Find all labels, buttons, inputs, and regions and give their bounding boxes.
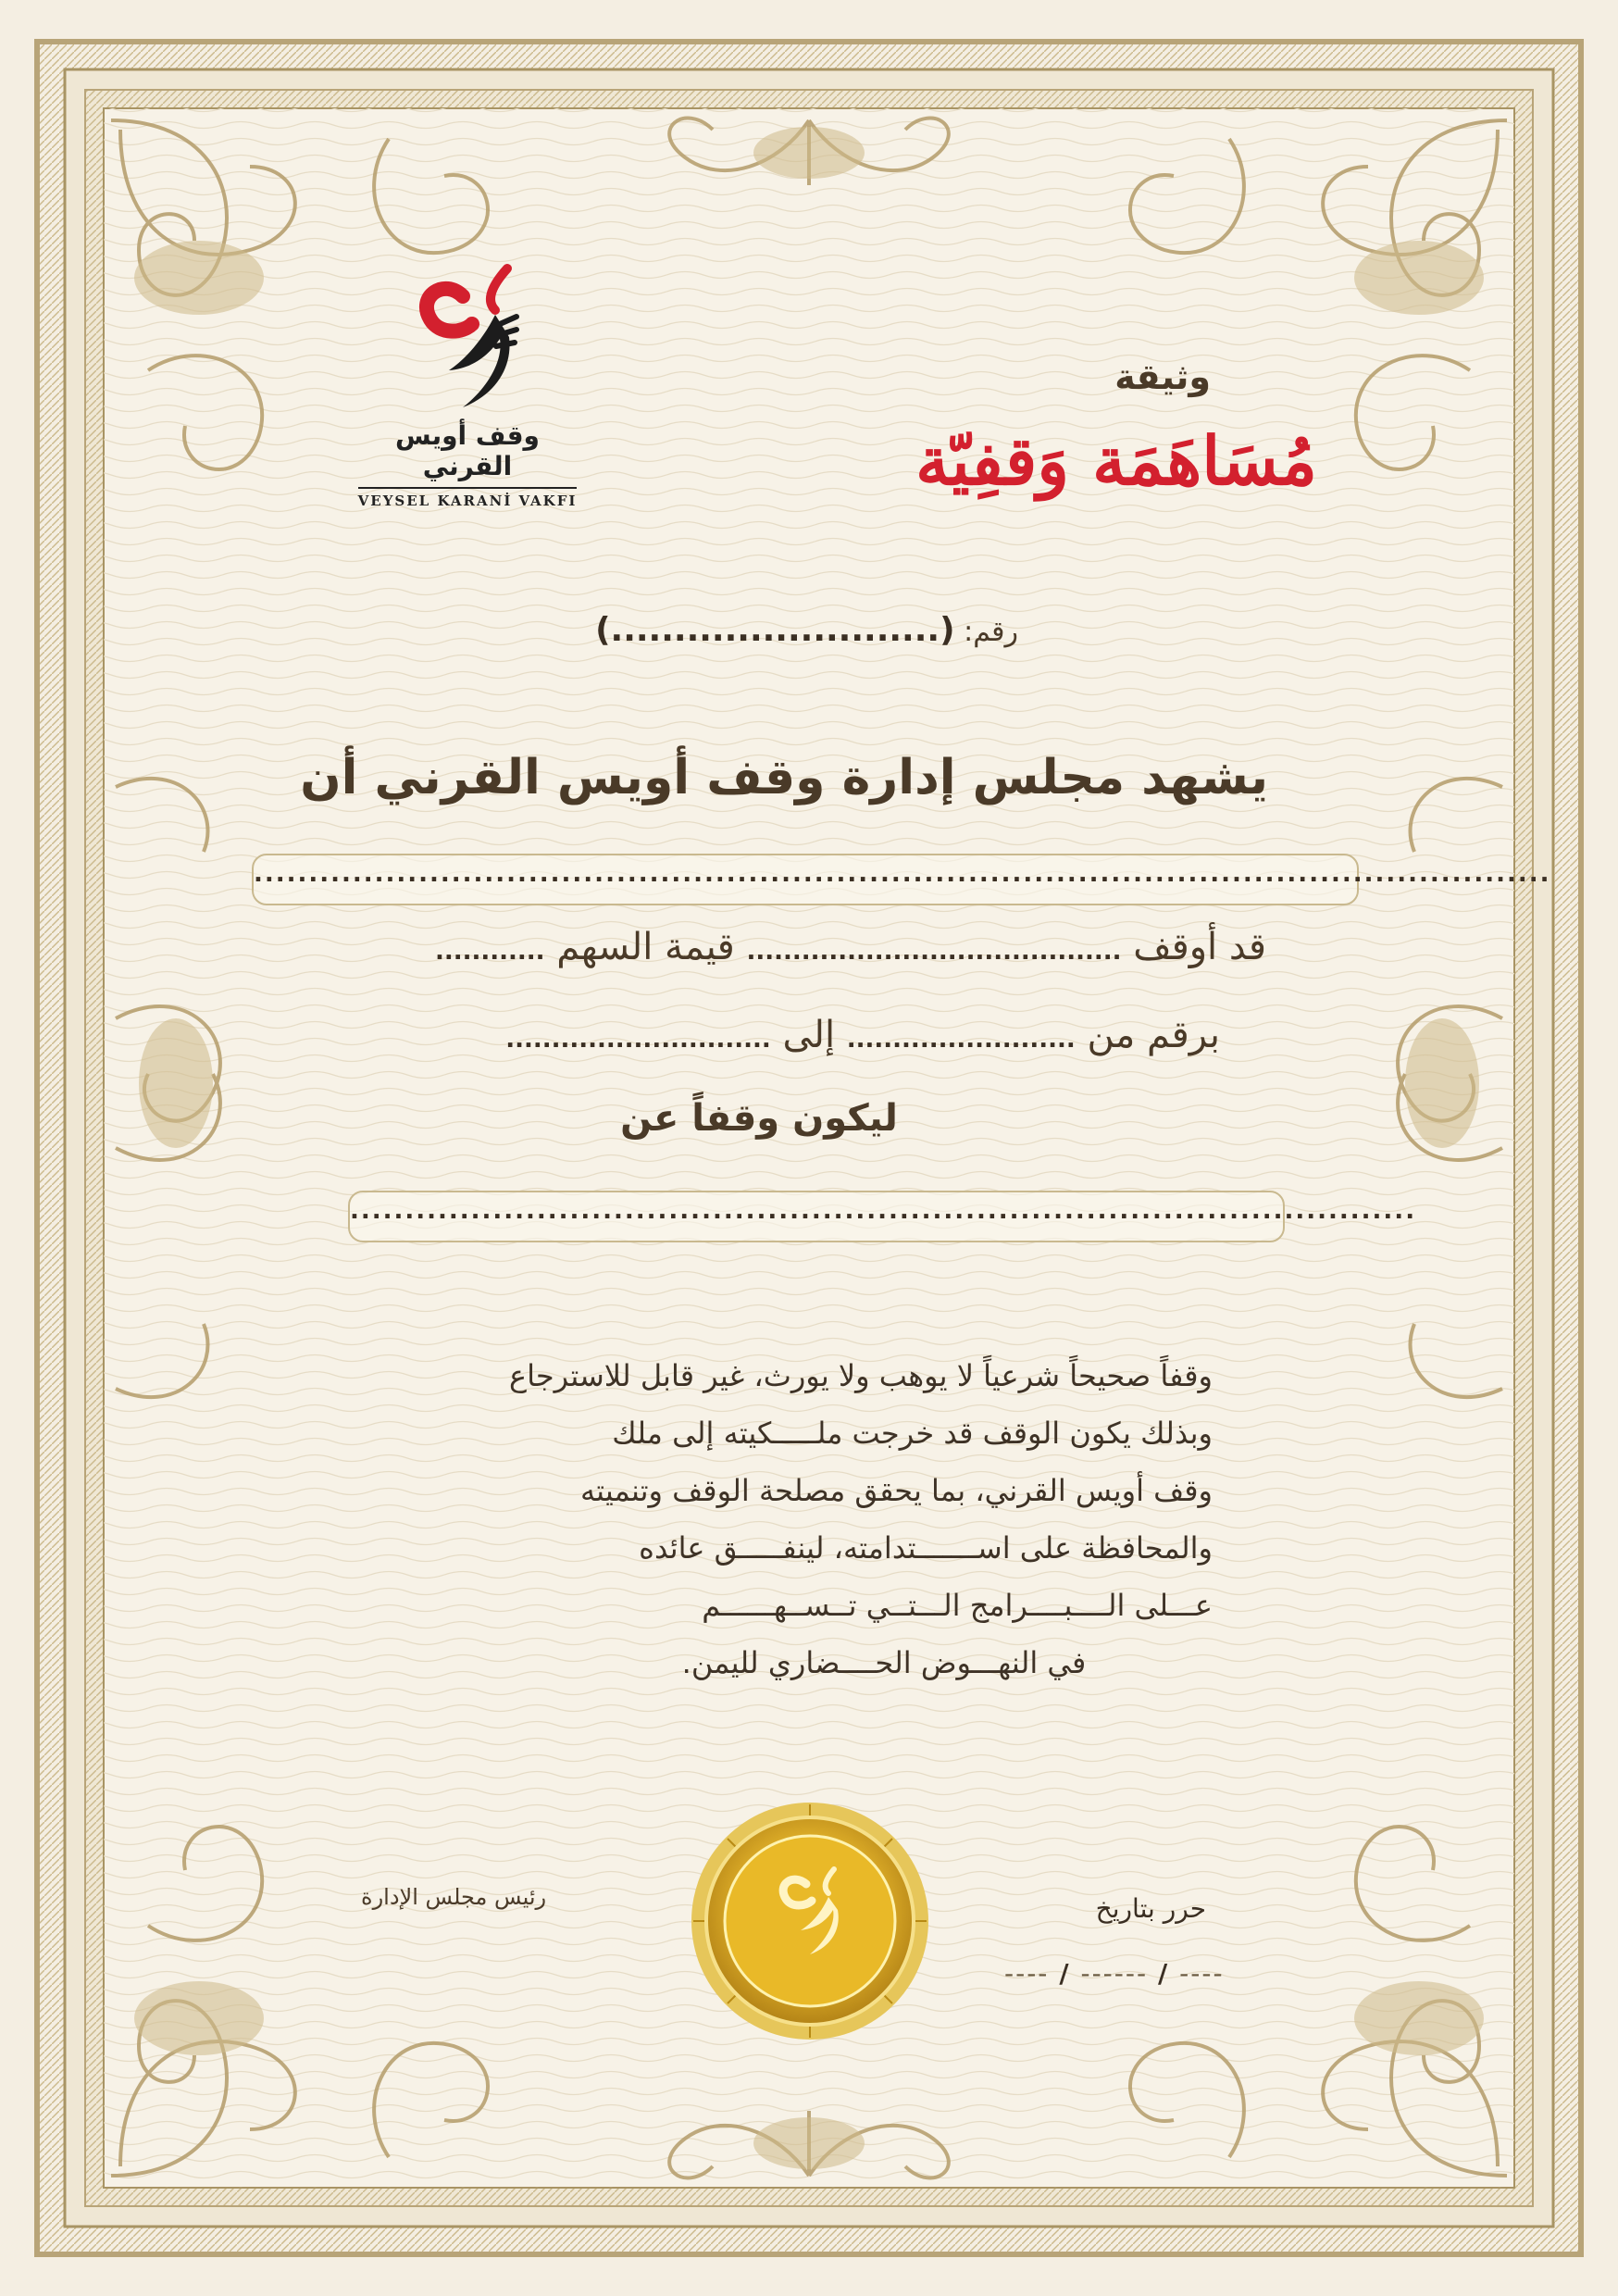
date-day-slot: ----	[1004, 1958, 1050, 1989]
range-from-label: برقم من	[1087, 1014, 1220, 1056]
share-value-dots: ............	[435, 938, 545, 966]
date-separator: /	[1158, 1958, 1170, 1989]
terms-line: وقف أويس القرني، بما يحقق مصلحة الوقف وتنميته	[580, 1473, 1213, 1508]
document-type: وثيقة	[1114, 356, 1211, 397]
waqf-label: قد أوقف	[1133, 926, 1266, 968]
terms-line: عـــلى الــــبــــرامج الـــتــي تــســهــــــم	[702, 1588, 1213, 1623]
beneficiary-field	[348, 1191, 1417, 1242]
logo-name-arabic: وقف أويس القرني	[395, 420, 540, 481]
range-to-dots: .............................	[505, 1026, 771, 1054]
waqf-terms-paragraph	[407, 1347, 1213, 1691]
certify-statement: يشهد مجلس إدارة وقف أويس القرني أن	[300, 750, 1268, 805]
logo-mark-icon	[407, 259, 528, 417]
chairman-signature-label: رئيس مجلس الإدارة	[361, 1884, 547, 1910]
range-to-label: إلى	[782, 1014, 836, 1056]
document-title: مُسَاهَمَة وَقفِيّة	[915, 421, 1317, 500]
waqf-row	[435, 926, 1266, 968]
donor-name-field	[252, 854, 1551, 905]
gold-seal-icon	[690, 1801, 930, 2041]
purpose-label: ليكون وقفاً عن	[620, 1097, 898, 1140]
waqf-shares-dots: .........................................	[746, 938, 1122, 966]
share-value-label: قيمة السهم	[556, 926, 735, 968]
issued-date-label: حرر بتاريخ	[1095, 1893, 1206, 1924]
date-separator: /	[1059, 1958, 1071, 1989]
beneficiary-dots: .................................................................................................	[350, 1197, 1417, 1225]
donor-name-dots: ......................................................................................................................	[254, 860, 1551, 888]
share-range-row	[505, 1014, 1220, 1056]
logo-name-english: VEYSEL KARANİ VAKFI	[358, 487, 578, 509]
date-placeholder	[1004, 1958, 1282, 1989]
number-value: (..........................)	[595, 611, 955, 649]
certificate-number	[592, 611, 1018, 649]
date-month-slot: ------	[1080, 1958, 1149, 1989]
terms-line: وقفاً صحيحاً شرعياً لا يوهب ولا يورث، غير قابل للاسترجاع	[509, 1358, 1213, 1393]
terms-line: والمحافظة على اســـــــتدامته، لينفـــــق عائده	[639, 1530, 1213, 1566]
range-from-dots: .........................	[846, 1026, 1076, 1054]
number-label: رقم:	[964, 616, 1018, 648]
terms-line: في النهـــوض الحــــضاري لليمن.	[681, 1645, 1087, 1680]
terms-line: وبذلك يكون الوقف قد خرجت ملـــــكيته إلى ملك	[612, 1416, 1213, 1451]
foundation-logo	[352, 259, 583, 518]
date-year-slot: ----	[1179, 1958, 1225, 1989]
